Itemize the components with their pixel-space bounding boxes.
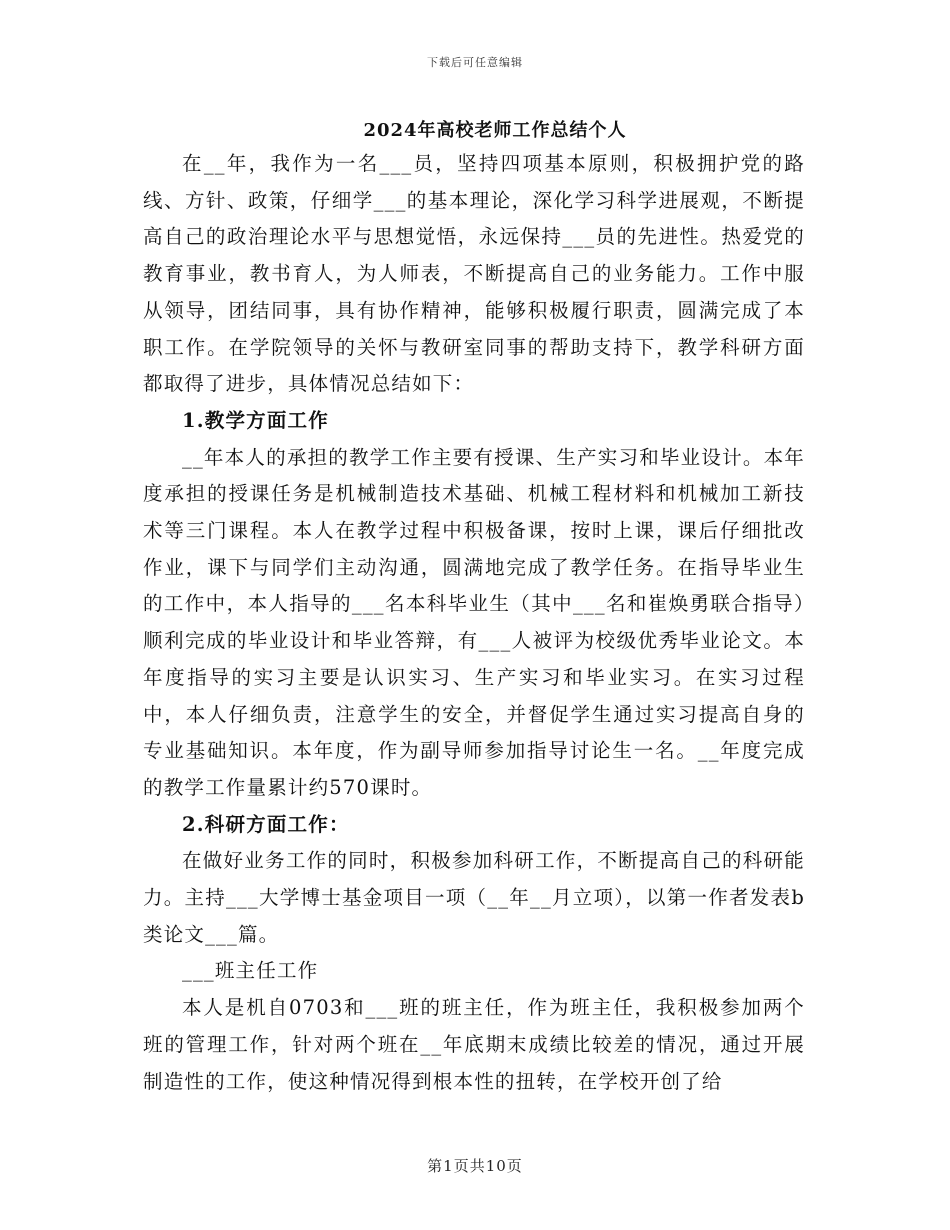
paragraph-teaching: __年本人的承担的教学工作主要有授课、生产实习和毕业设计。本年度承担的授课任务是机械制造技术基础、机械工程材料和机械加工新技术等三门课程。本人在教学过程中积极备课，按时上课，课后仔细批改作业，课下与同学们主动沟通，圆满地完成了教学任务。在指导毕业生的工作中，本人指导的___名本科毕业生（其中___名和崔焕勇联合指导）顺利完成的毕业设计和毕业答辩，有___人被评为校级优秀毕业论文。本年度指导的实习主要是认识实习、生产实习和毕业实习。在实习过程中，本人仔细负责，注意学生的安全，并督促学生通过实习提高自身的专业基础知识。本年度，作为副导师参加指导讨论生一名。__年度完成的教学工作量累计约570课时。 xyxy=(143,445,805,799)
paragraph-class-teacher: 本人是机自0703和___班的班主任，作为班主任，我积极参加两个班的管理工作，针对两个班在__年底期末成绩比较差的情况，通过开展制造性的工作，使这种情况得到根本性的扭转，在学校开创了给 xyxy=(143,996,805,1093)
header-note: 下载后可任意编辑 xyxy=(427,56,523,69)
section-heading-class-teacher: ___班主任工作 xyxy=(182,959,319,983)
section-heading-research: 2.科研方面工作： xyxy=(182,812,350,836)
section-heading-teaching: 1.教学方面工作 xyxy=(182,408,329,432)
page-footer: 第1页共10页 xyxy=(427,1157,523,1175)
page-title: 2024年高校老师工作总结个人 xyxy=(363,120,627,141)
paragraph-intro: 在__年，我作为一名___员，坚持四项基本原则，积极拥护党的路线、方针、政策，仔细学___的基本理论，深化学习科学进展观，不断提高自己的政治理论水平与思想觉悟，永远保持___员的先进性。热爱党的教育事业，教书育人，为人师表，不断提高自己的业务能力。工作中服从领导，团结同事，具有协作精神，能够积极履行职责，圆满完成了本职工作。在学院领导的关怀与教研室同事的帮助支持下，教学科研方面都取得了进步，具体情况总结如下： xyxy=(143,152,805,396)
paragraph-research: 在做好业务工作的同时，积极参加科研工作，不断提高自己的科研能力。主持___大学博士基金项目一项（__年__月立项），以第一作者发表b类论文___篇。 xyxy=(143,849,805,946)
document-body xyxy=(143,146,805,1100)
